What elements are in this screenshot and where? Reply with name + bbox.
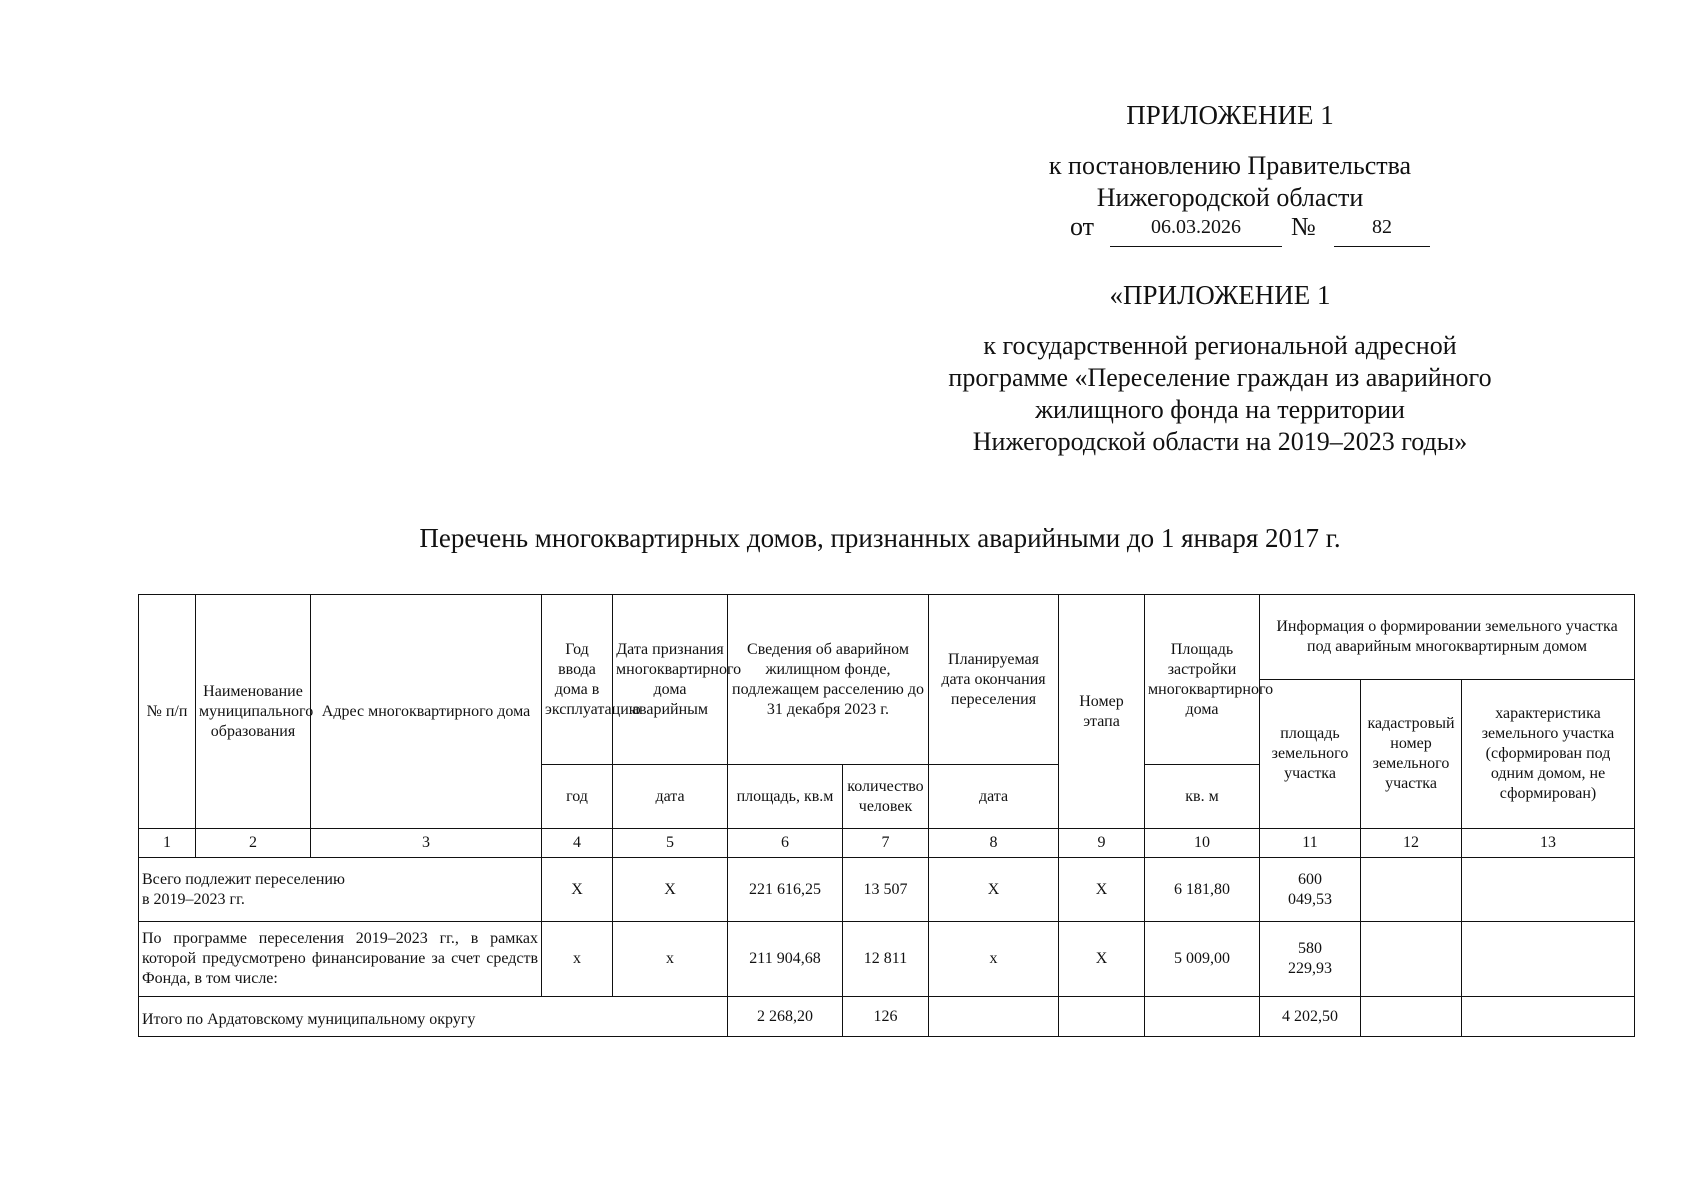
row-program-c12 <box>1361 922 1462 997</box>
unit-area: площадь, кв.м <box>728 765 843 829</box>
col-number: 6 <box>728 829 843 858</box>
col-number: 8 <box>929 829 1059 858</box>
row-program-label: По программе переселения 2019–2023 гг., в рамках которой предусмотрено финансирование за счет средств Фонда, в том числе: <box>139 922 542 997</box>
col-number: 4 <box>542 829 613 858</box>
header-land-area: площадь земельного участка <box>1260 680 1361 829</box>
header-year-commission: Год ввода дома в эксплуатацию <box>542 595 613 765</box>
program-line-1: к государственной региональной адресной <box>983 331 1457 360</box>
col-number: 3 <box>311 829 542 858</box>
decree-number: 82 <box>1334 216 1430 247</box>
row-ardatov-c11: 4 202,50 <box>1260 997 1361 1037</box>
row-ardatov-c7: 126 <box>843 997 929 1037</box>
appendix-title: ПРИЛОЖЕНИЕ 1 <box>1126 100 1334 130</box>
row-program-c5: х <box>613 922 728 997</box>
col-number: 5 <box>613 829 728 858</box>
row-program-c7: 12 811 <box>843 922 929 997</box>
row-total-label: Всего подлежит переселению в 2019–2023 гг. <box>139 858 542 922</box>
col-number: 13 <box>1462 829 1635 858</box>
row-total-c7: 13 507 <box>843 858 929 922</box>
unit-people: количество человек <box>843 765 929 829</box>
row-ardatov-c13 <box>1462 997 1635 1037</box>
program-appendix-title: «ПРИЛОЖЕНИЕ 1 <box>1109 280 1331 310</box>
header-fund-info: Сведения об аварийном жилищном фонде, подлежащем расселению до 31 декабря 2023 г. <box>728 595 929 765</box>
row-total-c11: 600 049,53 <box>1260 858 1361 922</box>
header-land-char: характеристика земельного участка (сформирован под одним домом, не сформирован) <box>1462 680 1635 829</box>
row-total-c5: Х <box>613 858 728 922</box>
decree-date: 06.03.2026 <box>1110 216 1282 247</box>
row-program-c8: х <box>929 922 1059 997</box>
row-total-c12 <box>1361 858 1462 922</box>
col-number: 7 <box>843 829 929 858</box>
col-number: 9 <box>1059 829 1145 858</box>
row-program-c4: х <box>542 922 613 997</box>
unit-build-area: кв. м <box>1145 765 1260 829</box>
col-number: 1 <box>139 829 196 858</box>
program-line-2: программе «Переселение граждан из аварийного <box>948 363 1492 392</box>
unit-year: год <box>542 765 613 829</box>
row-total-c13 <box>1462 858 1635 922</box>
unit-date: дата <box>613 765 728 829</box>
number-label: № <box>1291 212 1316 241</box>
row-total-c8: Х <box>929 858 1059 922</box>
row-total-c4: Х <box>542 858 613 922</box>
col-number: 12 <box>1361 829 1462 858</box>
decree-line-2: Нижегородской области <box>1096 183 1364 212</box>
header-stage: Номер этапа <box>1059 595 1145 829</box>
unit-planned-date: дата <box>929 765 1059 829</box>
row-program-c10: 5 009,00 <box>1145 922 1260 997</box>
header-date-recognized: Дата признания многоквартирного дома аварийным <box>613 595 728 765</box>
row-program-c11: 580 229,93 <box>1260 922 1361 997</box>
program-line-4: Нижегородской области на 2019–2023 годы» <box>972 427 1468 456</box>
header-land-info: Информация о формировании земельного участка под аварийным многоквартирным домом <box>1260 595 1635 680</box>
header-address: Адрес многоквартирного дома <box>311 595 542 829</box>
program-line-3: жилищного фонда на территории <box>1035 395 1405 424</box>
header-cadastral: кадастровый номер земельного участка <box>1361 680 1462 829</box>
header-num: № п/п <box>139 595 196 829</box>
col-number: 10 <box>1145 829 1260 858</box>
col-number: 2 <box>196 829 311 858</box>
row-ardatov-c9 <box>1059 997 1145 1037</box>
row-total-c10: 6 181,80 <box>1145 858 1260 922</box>
header-municipality: Наименование муниципального образования <box>196 595 311 829</box>
row-ardatov-label: Итого по Ардатовскому муниципальному округу <box>139 997 728 1037</box>
header-build-area: Площадь застройки многоквартирного дома <box>1145 595 1260 765</box>
row-program-c9: Х <box>1059 922 1145 997</box>
row-ardatov-c8 <box>929 997 1059 1037</box>
row-program-c6: 211 904,68 <box>728 922 843 997</box>
decree-date-number <box>1070 212 1430 248</box>
houses-table <box>138 594 1635 1037</box>
program-reference <box>900 330 1540 458</box>
row-total-c9: Х <box>1059 858 1145 922</box>
from-label: от <box>1070 212 1095 241</box>
row-ardatov-c10 <box>1145 997 1260 1037</box>
row-ardatov-c12 <box>1361 997 1462 1037</box>
header-planned-date: Планируемая дата окончания переселения <box>929 595 1059 765</box>
decree-line-1: к постановлению Правительства <box>1048 151 1412 180</box>
decree-reference <box>1000 150 1460 214</box>
row-total-c6: 221 616,25 <box>728 858 843 922</box>
col-number: 11 <box>1260 829 1361 858</box>
row-program-c13 <box>1462 922 1635 997</box>
list-title: Перечень многоквартирных домов, признанных аварийными до 1 января 2017 г. <box>419 523 1341 553</box>
row-ardatov-c6: 2 268,20 <box>728 997 843 1037</box>
